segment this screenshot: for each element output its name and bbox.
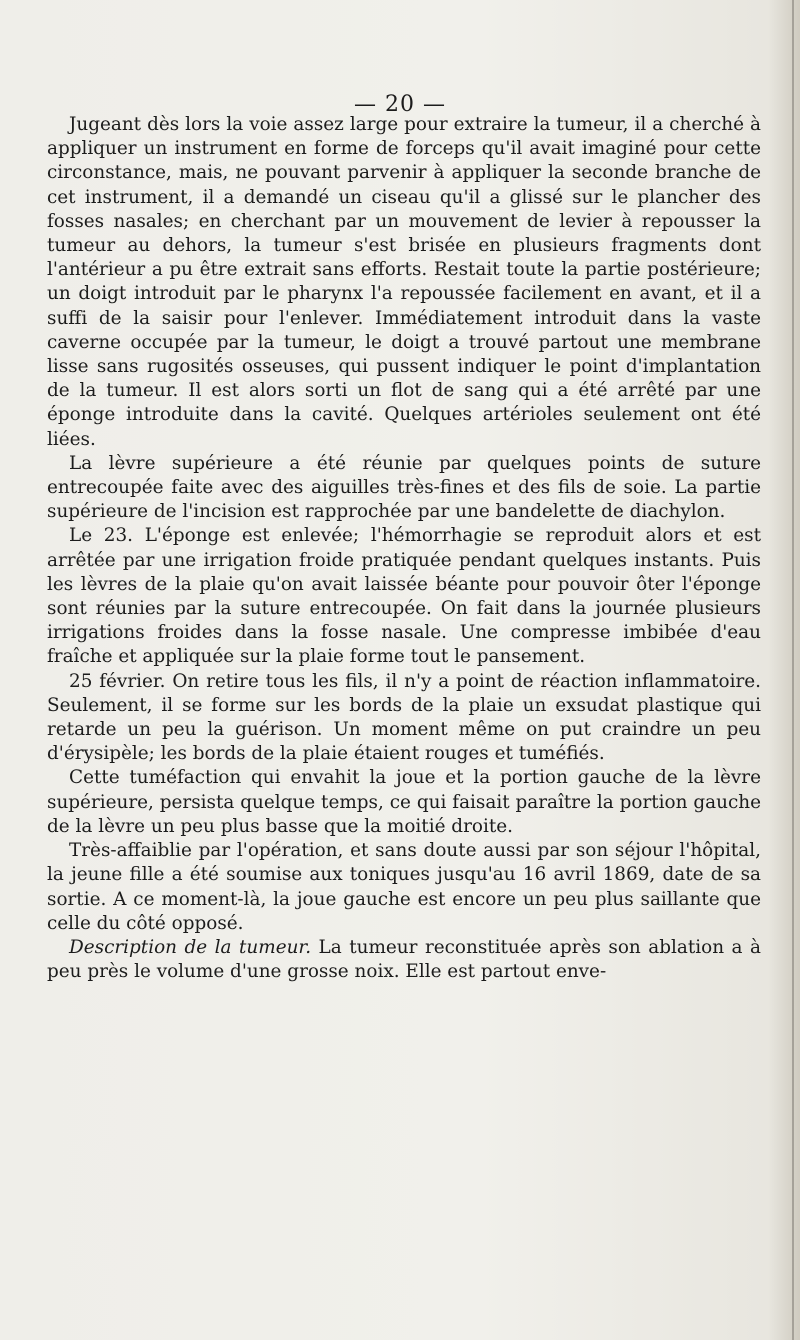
page-number: — 20 — [354, 92, 446, 117]
paragraph: La lèvre supérieure a été réunie par quelques points de suture entrecoupée faite avec des aiguilles très-fines et des fils de soie. La partie supérieure de l'incision est rapprochée par une bandelette de diachylon. [47, 452, 761, 523]
paragraph [47, 936, 761, 984]
paragraph: Jugeant dès lors la voie assez large pour extraire la tumeur, il a cherché à appliquer un instrument en forme de forceps qu'il avait imaginé pour cette circonstance, mais, ne pouvant parvenir à appliquer la seconde branche de cet instrument, il a demandé un ciseau qu'il a glissé sur le plancher des fosses nasales; en cherchant par un mouvement de levier à repousser la tumeur au dehors, la tumeur s'est brisée en plusieurs fragments dont l'antérieur a pu être extrait sans efforts. Restait toute la partie postérieure; un doigt introduit par le pharynx l'a repoussée facilement en avant, et il a suffi de la saisir pour l'enlever. Immédiatement introduit dans la vaste caverne occupée par la tumeur, le doigt a trouvé partout une membrane lisse sans rugosités osseuses, qui pussent indiquer le point d'implantation de la tumeur. Il est alors sorti un flot de sang qui a été arrêté par une éponge introduite dans la cavité. Quelques artérioles seulement ont été liées. [47, 114, 761, 450]
paragraph: 25 février. On retire tous les fils, il n'y a point de réaction inflammatoire. Seulement, il se forme sur les bords de la plaie un exsudat plastique qui retarde un peu la guérison. Un moment même on put craindre un peu d'érysipèle; les bords de la plaie étaient rouges et tuméfiés. [47, 670, 761, 765]
paragraph: Le 23. L'éponge est enlevée; l'hémorrhagie se reproduit alors et est arrêtée par une irrigation froide pratiquée pendant quelques instants. Puis les lèvres de la plaie qu'on avait laissée béante pour pouvoir ôter l'éponge sont réunies par la suture entrecoupée. On fait dans la journée plusieurs irrigations froides dans la fosse nasale. Une compresse imbibée d'eau fraîche et appliquée sur la plaie forme tout le pansement. [47, 525, 761, 668]
body-text [47, 113, 761, 984]
page-edge-shadow [792, 0, 794, 1340]
section-heading: Description de la tumeur. [69, 936, 312, 958]
paragraph: Très-affaiblie par l'opération, et sans doute aussi par son séjour l'hôpital, la jeune fille a été soumise aux toniques jusqu'au 16 avril 1869, date de sa sortie. A ce moment-là, la joue gauche est encore un peu plus saillante que celle du côté opposé. [47, 840, 761, 934]
paragraph: Cette tuméfaction qui envahit la joue et la portion gauche de la lèvre supérieure, persista quelque temps, ce qui faisait paraître la portion gauche de la lèvre un peu plus basse que la moitié droite. [47, 767, 761, 837]
paragraph-text: La tumeur reconstituée après son ablation a à peu près le volume d'une grosse noix. Elle est partout enve- [47, 936, 761, 983]
